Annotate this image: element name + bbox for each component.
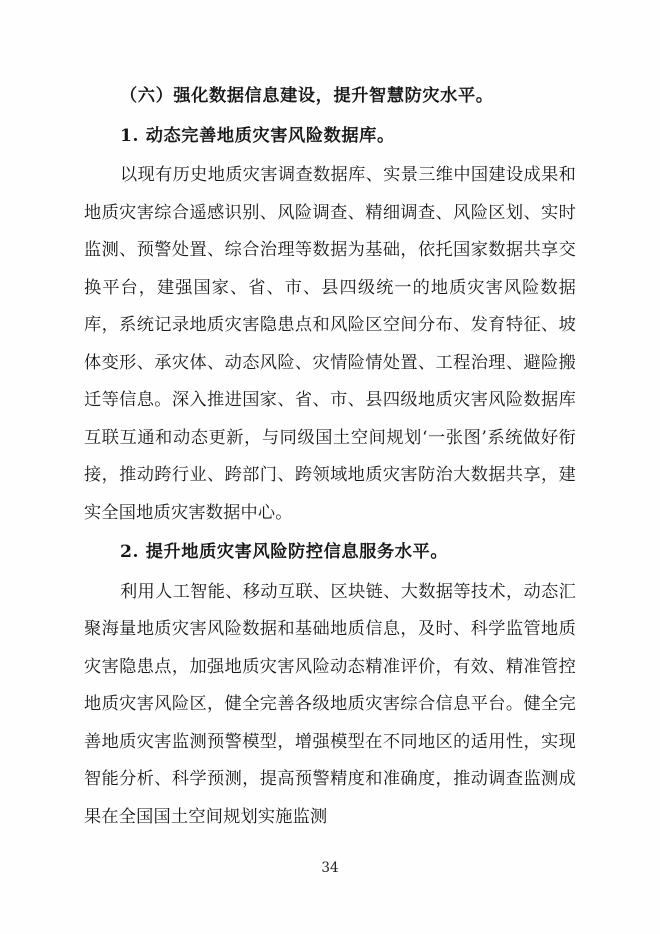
subsection-2-heading: 2. 提升地质灾害风险防控信息服务水平。 [120, 542, 449, 562]
subsection-1-body: 以现有历史地质灾害调查数据库、实景三维中国建设成果和地质灾害综合遥感识别、风险调查、精细调查、风险区划、实时监测、预警处置、综合治理等数据为基础，依托国家数据共享交换平台，建强国家、省、市、县四级统一的地质灾害风险数据库，系统记录地质灾害隐患点和风险区空间分布、发育特征、坡体变形、承灾体、动态风险、灾情险情处置、工程治理、避险搬迁等信息。深入推进国家、省、市、县四级地质灾害风险数据库互联互通和动态更新，与同级国土空间规划‘一张图’系统做好衔接，推动跨行业、跨部门、跨领域地质灾害防治大数据共享，建实全国地质灾害数据中心。 [84, 165, 576, 523]
subsection-1-heading: 1. 动态完善地质灾害风险数据库。 [120, 125, 395, 146]
page-number: 34 [321, 860, 339, 876]
subsection-2-body: 利用人工智能、移动互联、区块链、大数据等技术，动态汇聚海量地质灾害风险数据和基础地质信息，及时、科学监管地质灾害隐患点，加强地质灾害风险动态精准评价，有效、精准管控地质灾害风险区，健全完善各级地质灾害综合信息平台。健全完善地质灾害监测预警模型，增强模型在不同地区的适用性，实现智能分析、科学预测，提高预警精度和准确度，推动调查监测成果在全国国土空间规划实施监测 [84, 581, 576, 827]
document-body [84, 78, 576, 836]
section-heading: （六）强化数据信息建设，提升智慧防灾水平。 [120, 86, 494, 106]
